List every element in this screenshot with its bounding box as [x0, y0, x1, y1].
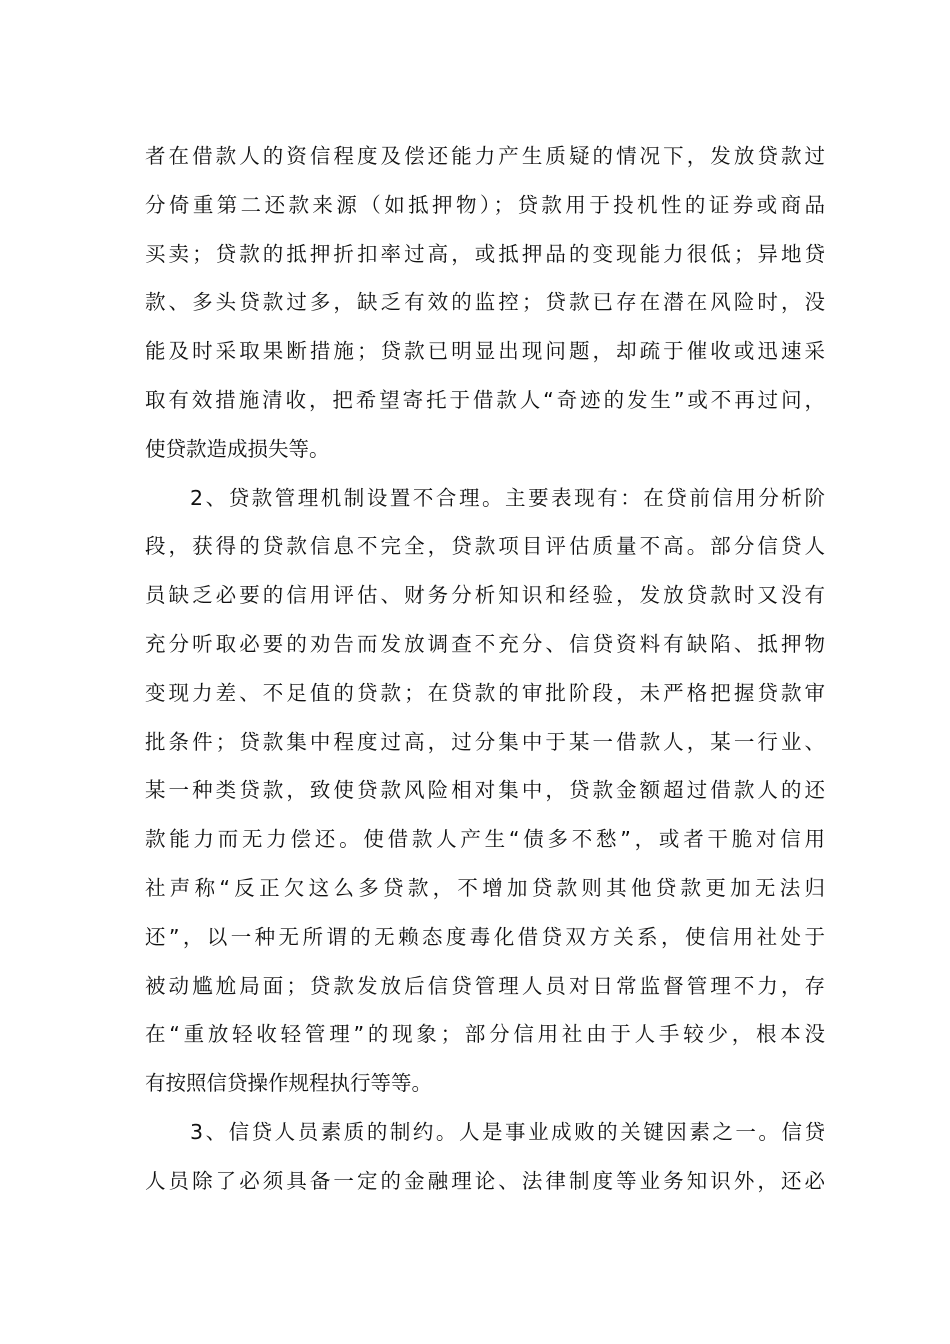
paragraph-3-line-1: 3、信贷人员素质的制约。人是事业成败的关键因素之一。信贷	[190, 1119, 825, 1144]
paragraph-3-line-2: 人员除了必须具备一定的金融理论、法律制度等业务知识外，还必	[145, 1168, 825, 1193]
paragraph-1-line-1: 者在借款人的资信程度及偿还能力产生质疑的情况下，发放贷款过	[145, 144, 825, 168]
paragraph-2-line-5: 变现力差、不足值的贷款；在贷款的审批阶段，未严格把握贷款审	[145, 680, 825, 705]
paragraph-2-line-13: 有按照信贷操作规程执行等等。	[145, 1071, 432, 1096]
paragraph-1-line-7: 使贷款造成损失等。	[145, 436, 330, 461]
paragraph-2-line-10: 还”，以一种无所谓的无赖态度毒化借贷双方关系，使信用社处于	[145, 924, 825, 949]
paragraph-1-line-5: 能及时采取果断措施；贷款已明显出现问题，却疏于催收或迅速采	[145, 339, 825, 364]
paragraph-2-line-12: 在“重放轻收轻管理”的现象；部分信用社由于人手较少，根本没	[145, 1022, 825, 1047]
paragraph-1-line-6: 取有效措施清收，把希望寄托于借款人“奇迹的发生”或不再过问，	[145, 387, 825, 412]
paragraph-1-line-4: 款、多头贷款过多，缺乏有效的监控；贷款已存在潜在风险时，没	[145, 290, 825, 315]
paragraph-2-line-2: 段，获得的贷款信息不完全，贷款项目评估质量不高。部分信贷人	[145, 534, 825, 559]
body-text	[145, 132, 825, 1206]
paragraph-2-line-11: 被动尴尬局面；贷款发放后信贷管理人员对日常监督管理不力，存	[145, 973, 825, 998]
paragraph-2-line-4: 充分听取必要的劝告而发放调查不充分、信贷资料有缺陷、抵押物	[145, 631, 825, 656]
paragraph-2-line-8: 款能力而无力偿还。使借款人产生“债多不愁”，或者干脆对信用	[145, 827, 825, 852]
paragraph-2-line-3: 员缺乏必要的信用评估、财务分析知识和经验，发放贷款时又没有	[145, 583, 825, 608]
paragraph-2-line-6: 批条件；贷款集中程度过高，过分集中于某一借款人，某一行业、	[145, 729, 825, 754]
paragraph-2-line-7: 某一种类贷款，致使贷款风险相对集中，贷款金额超过借款人的还	[145, 778, 825, 803]
paragraph-1-line-3: 买卖；贷款的抵押折扣率过高，或抵押品的变现能力很低；异地贷	[145, 241, 825, 266]
paragraph-2-line-9: 社声称“反正欠这么多贷款，不增加贷款则其他贷款更加无法归	[145, 875, 825, 900]
paragraph-1-line-2: 分倚重第二还款来源（如抵押物）；贷款用于投机性的证券或商品	[145, 192, 825, 217]
paragraph-2-line-1: 2、贷款管理机制设置不合理。主要表现有：在贷前信用分析阶	[190, 485, 825, 510]
